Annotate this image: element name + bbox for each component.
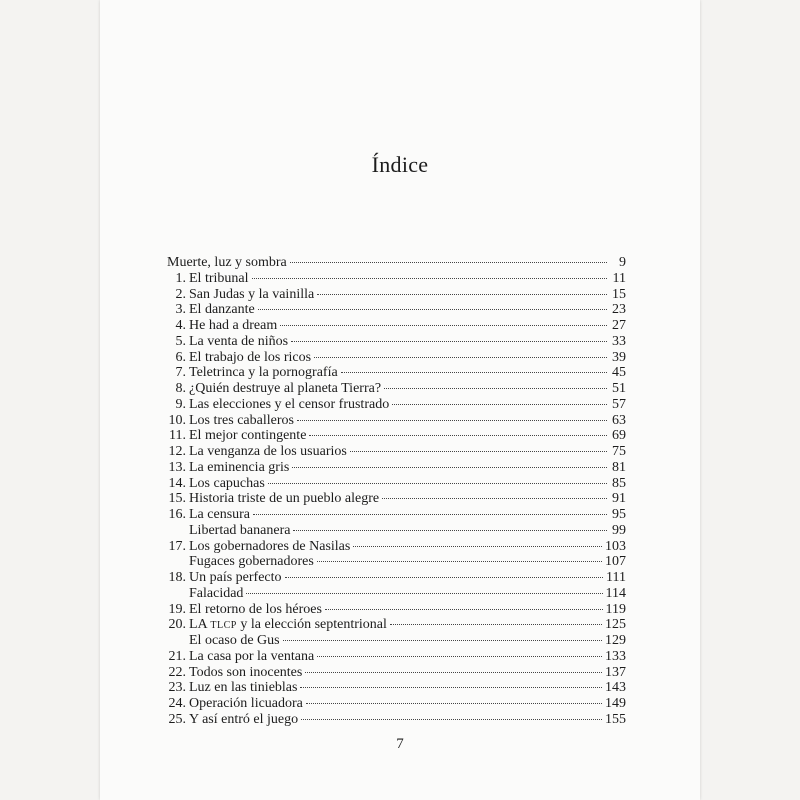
dot-leader	[317, 294, 607, 295]
toc-entry-title-part: LA	[189, 617, 211, 633]
dot-leader	[293, 530, 607, 531]
dot-leader	[292, 467, 607, 468]
toc-entry-title: El danzante	[189, 302, 255, 318]
toc-entry-page: 51	[612, 381, 626, 396]
toc-entry-page: 27	[612, 318, 626, 333]
toc-entry-page: 107	[605, 554, 626, 570]
toc-entry-page: 33	[612, 333, 626, 349]
dot-leader	[246, 593, 602, 594]
toc-entry-number: 8.	[175, 381, 186, 396]
toc-entry-page: 137	[605, 664, 626, 680]
toc-entry-title: Las elecciones y el censor frustrado	[189, 396, 390, 412]
toc-entry	[167, 397, 626, 413]
toc-entry-number: 21.	[168, 648, 186, 664]
toc-entry-title: La venta de niños	[189, 333, 289, 349]
toc-entry-number: 9.	[175, 396, 186, 412]
toc-entry-number: 17.	[168, 538, 186, 554]
toc-entry-page: 15	[612, 286, 626, 302]
dot-leader	[290, 262, 607, 263]
toc-entry-page: 111	[606, 570, 626, 585]
table-of-contents	[167, 255, 626, 728]
toc-entry-number: 6.	[175, 349, 186, 365]
toc-entry-page: 129	[605, 633, 626, 648]
dot-leader	[306, 703, 602, 704]
toc-entry-page: 125	[605, 617, 626, 633]
dot-leader	[392, 404, 607, 405]
toc-entry-page: 75	[612, 444, 626, 459]
toc-entry-page: 81	[612, 459, 626, 475]
toc-entry	[167, 413, 626, 429]
dot-leader	[252, 278, 608, 279]
toc-entry-page: 103	[605, 538, 626, 554]
toc-entry	[167, 649, 626, 665]
toc-entry	[167, 586, 626, 602]
dot-leader	[309, 435, 607, 436]
toc-entry	[167, 680, 626, 696]
toc-entry-number: 5.	[175, 333, 186, 349]
toc-entry	[167, 334, 626, 350]
toc-entry-title: La eminencia gris	[189, 459, 290, 475]
dot-leader	[325, 609, 603, 610]
toc-entry-title: Fugaces gobernadores	[189, 554, 314, 570]
toc-entry-number: 3.	[175, 302, 186, 318]
toc-entry-title: San Judas y la vainilla	[189, 286, 315, 302]
toc-entry-title: El ocaso de Gus	[189, 633, 280, 648]
toc-entry	[167, 665, 626, 681]
toc-entry-number: 1.	[175, 270, 186, 286]
toc-entry-title: Un país perfecto	[189, 570, 282, 585]
toc-entry	[167, 476, 626, 492]
toc-entry-page: 114	[605, 585, 626, 601]
dot-leader	[305, 672, 602, 673]
toc-entry-number: 12.	[168, 444, 186, 459]
toc-entry-number: 11.	[169, 428, 186, 444]
toc-entry	[167, 428, 626, 444]
toc-entry	[167, 696, 626, 712]
toc-entry-title: Luz en las tinieblas	[189, 680, 298, 696]
toc-entry-page: 155	[605, 711, 626, 727]
toc-entry-title: Los capuchas	[189, 475, 265, 491]
toc-entry	[167, 617, 626, 633]
toc-entry-page: 23	[612, 302, 626, 318]
toc-entry	[167, 633, 626, 649]
toc-entry	[167, 712, 626, 728]
toc-entry-title: Los tres caballeros	[189, 412, 294, 428]
toc-entry-page: 91	[612, 491, 626, 507]
toc-entry-title: Y así entró el juego	[189, 711, 299, 727]
toc-entry-page: 11	[612, 270, 626, 286]
toc-entry-page: 63	[612, 412, 626, 428]
dot-leader	[283, 640, 602, 641]
dot-leader	[384, 388, 607, 389]
toc-entry	[167, 302, 626, 318]
toc-entry	[167, 570, 626, 586]
toc-entry-number: 23.	[168, 680, 186, 696]
toc-entry-number: 15.	[168, 491, 186, 507]
toc-entry-title	[186, 617, 387, 634]
page-number: 7	[396, 736, 404, 752]
toc-entry-number: 24.	[168, 696, 186, 711]
toc-entry-number: 18.	[168, 570, 186, 585]
dot-leader	[280, 325, 607, 326]
dot-leader	[317, 656, 602, 657]
toc-entry-title: Teletrinca y la pornografía	[189, 365, 338, 381]
page-title: Índice	[371, 152, 429, 177]
dot-leader	[297, 420, 607, 421]
toc-entry-title: He had a dream	[189, 318, 278, 333]
toc-entry	[167, 539, 626, 555]
toc-entry-title: Los gobernadores de Nasilas	[189, 538, 351, 554]
toc-entry	[167, 318, 626, 334]
dot-leader	[258, 309, 607, 310]
toc-entry	[167, 507, 626, 523]
dot-leader	[341, 372, 607, 373]
toc-entry-page: 57	[612, 396, 626, 412]
toc-entry-title: El tribunal	[189, 270, 249, 286]
toc-entry-page: 133	[605, 648, 626, 664]
toc-entry	[167, 365, 626, 381]
toc-entry-number: 16.	[168, 507, 186, 522]
toc-entry-title: La casa por la ventana	[189, 648, 315, 664]
toc-entry-number: 14.	[168, 475, 186, 491]
toc-entry	[167, 287, 626, 303]
toc-entry-page: 69	[612, 428, 626, 444]
toc-entry-number: 19.	[168, 601, 186, 617]
toc-entry	[167, 460, 626, 476]
toc-entry-title: Libertad bananera	[189, 522, 291, 538]
toc-entry-page: 85	[612, 475, 626, 491]
toc-entry-title: Todos son inocentes	[189, 664, 303, 680]
toc-entry	[167, 444, 626, 460]
toc-entry-title: El mejor contingente	[189, 428, 307, 444]
toc-entry	[167, 491, 626, 507]
dot-leader	[353, 546, 602, 547]
toc-entry-title: La censura	[189, 507, 251, 522]
toc-entry-number: 10.	[168, 412, 186, 428]
toc-entry-title: El trabajo de los ricos	[189, 349, 312, 365]
toc-entry	[167, 602, 626, 618]
dot-leader	[291, 341, 607, 342]
dot-leader	[285, 577, 604, 578]
dot-leader	[314, 357, 607, 358]
toc-entry	[167, 271, 626, 287]
toc-entry-title: ¿Quién destruye al planeta Tierra?	[189, 381, 382, 396]
toc-entry	[167, 381, 626, 397]
toc-entry	[167, 554, 626, 570]
toc-entry	[167, 523, 626, 539]
toc-entry-page: 99	[612, 522, 626, 538]
toc-entry-title: Falacidad	[189, 585, 244, 601]
toc-entry-page: 39	[612, 349, 626, 365]
toc-entry	[167, 350, 626, 366]
dot-leader	[350, 451, 607, 452]
toc-entry-page: 119	[605, 601, 626, 617]
toc-entry-page: 9	[619, 255, 626, 270]
dot-leader	[382, 498, 607, 499]
toc-entry-title: Operación licuadora	[189, 696, 303, 711]
dot-leader	[390, 624, 602, 625]
toc-entry-page: 149	[605, 696, 626, 711]
dot-leader	[301, 719, 602, 720]
dot-leader	[268, 483, 607, 484]
toc-entry-acronym: TLCP	[210, 620, 237, 632]
toc-entry-title: Historia triste de un pueblo alegre	[189, 491, 380, 507]
dot-leader	[253, 514, 607, 515]
dot-leader	[300, 687, 602, 688]
toc-entry-number: 7.	[175, 365, 186, 381]
toc-entry-title-part: y la elección septentrional	[236, 617, 387, 633]
toc-entry-number: 25.	[168, 711, 186, 727]
toc-entry-number: 2.	[175, 286, 186, 302]
toc-entry	[167, 255, 626, 271]
dot-leader	[317, 561, 602, 562]
toc-entry-title: La venganza de los usuarios	[189, 444, 347, 459]
toc-entry-title: El retorno de los héroes	[189, 601, 322, 617]
toc-entry-page: 45	[612, 365, 626, 381]
toc-entry-number: 20.	[168, 617, 186, 633]
toc-entry-number: 13.	[168, 459, 186, 475]
toc-entry-page: 95	[612, 507, 626, 522]
toc-entry-page: 143	[605, 680, 626, 696]
toc-entry-title: Muerte, luz y sombra	[167, 255, 287, 270]
toc-entry-number: 4.	[175, 318, 186, 333]
toc-entry-number: 22.	[168, 664, 186, 680]
